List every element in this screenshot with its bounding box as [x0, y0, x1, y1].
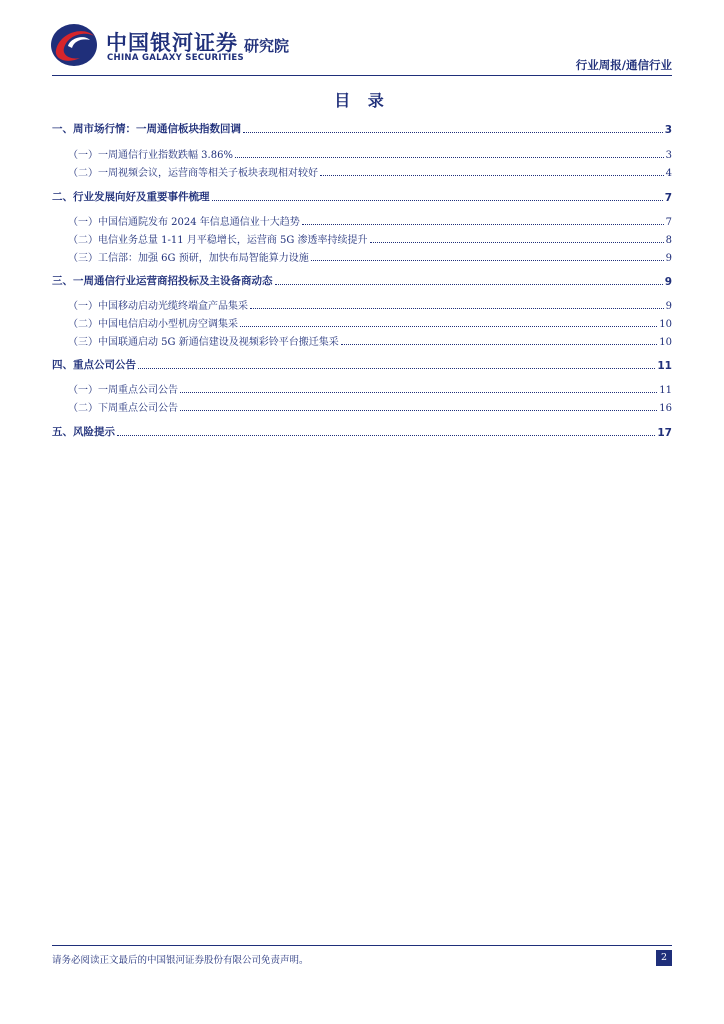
toc-leader-dots — [212, 199, 663, 201]
toc-entry-page: 10 — [659, 319, 672, 330]
toc-entry-text: 二、行业发展向好及重要事件梳理 — [52, 191, 210, 203]
toc-entry-page: 10 — [659, 337, 672, 348]
page-header — [0, 0, 724, 78]
toc-entry-page: 9 — [665, 301, 672, 312]
header-divider — [52, 75, 672, 76]
toc-leader-dots — [370, 241, 664, 243]
toc-entry[interactable] — [52, 118, 672, 136]
toc-entry-text: （一）一周通信行业指数跌幅 3.86% — [68, 150, 233, 161]
brand-name-cn: 中国银河证券 — [106, 31, 238, 55]
toc-entry-text: （三）工信部：加强 6G 预研，加快布局智能算力设施 — [68, 253, 309, 264]
toc-leader-dots — [240, 325, 657, 327]
toc-title: 目 录 — [334, 91, 390, 110]
toc-leader-dots — [320, 174, 664, 176]
toc-entry-page: 7 — [665, 217, 672, 228]
toc-leader-dots — [138, 367, 655, 369]
institute-label: 研究院 — [244, 37, 290, 55]
toc-entry-page: 4 — [665, 168, 672, 179]
page-number: 2 — [656, 950, 672, 966]
toc-leader-dots — [180, 391, 657, 393]
toc-entry[interactable] — [52, 186, 672, 204]
toc-entry-text: （二）中国电信启动小型机房空调集采 — [68, 319, 238, 330]
toc-leader-dots — [275, 283, 663, 285]
toc-entry-page: 9 — [665, 253, 672, 264]
toc-entry-text: （二）电信业务总量 1-11 月平稳增长，运营商 5G 渗透率持续提升 — [68, 235, 368, 246]
toc-entry-page: 17 — [657, 427, 672, 439]
footer-disclaimer: 请务必阅读正文最后的中国银河证券股份有限公司免责声明。 — [52, 955, 309, 966]
toc-entry-text: （一）一周重点公司公告 — [68, 385, 178, 396]
toc-entry-text: 一、周市场行情：一周通信板块指数回调 — [52, 123, 241, 135]
toc-leader-dots — [117, 434, 655, 436]
toc-entry-page: 11 — [657, 360, 672, 372]
toc-entry[interactable] — [52, 294, 672, 312]
toc-entry-text: 四、重点公司公告 — [52, 359, 136, 371]
toc-entry[interactable] — [52, 143, 672, 161]
toc-entry-text: （一）中国信通院发布 2024 年信息通信业十大趋势 — [68, 217, 300, 228]
toc-entry-text: （二）一周视频会议，运营商等相关子板块表现相对较好 — [68, 168, 318, 179]
toc-entry[interactable] — [52, 312, 672, 330]
toc-entry[interactable] — [52, 228, 672, 246]
toc-leader-dots — [180, 409, 657, 411]
toc-entry[interactable] — [52, 354, 672, 372]
toc-leader-dots — [250, 307, 664, 309]
toc-leader-dots — [243, 131, 663, 133]
toc-entry[interactable] — [52, 270, 672, 288]
toc-entry-text: （三）中国联通启动 5G 新通信建设及视频彩铃平台搬迁集采 — [68, 337, 339, 348]
toc-entry[interactable] — [52, 246, 672, 264]
toc-leader-dots — [302, 223, 664, 225]
toc-entry[interactable] — [52, 378, 672, 396]
toc-entry-text: （一）中国移动启动光缆终端盒产品集采 — [68, 301, 248, 312]
toc-entry[interactable] — [52, 421, 672, 439]
toc-entry[interactable] — [52, 210, 672, 228]
toc-entry-page: 16 — [659, 403, 672, 414]
toc-leader-dots — [341, 343, 658, 345]
footer-divider — [52, 945, 672, 946]
toc-entry[interactable] — [52, 330, 672, 348]
report-type: 行业周报/通信行业 — [575, 58, 672, 72]
toc-entry-text: 五、风险提示 — [52, 426, 115, 438]
toc-leader-dots — [311, 259, 664, 261]
toc-leader-dots — [235, 156, 664, 158]
toc-entry-page: 11 — [659, 385, 672, 396]
toc-entry-text: 三、一周通信行业运营商招投标及主设备商动态 — [52, 275, 273, 287]
toc-entry-page: 9 — [664, 276, 672, 288]
toc-entry-text: （二）下周重点公司公告 — [68, 403, 178, 414]
toc-entry-page: 3 — [665, 150, 672, 161]
galaxy-logo-icon — [50, 22, 98, 68]
brand-name-en: CHINA GALAXY SECURITIES — [107, 53, 244, 63]
toc-entry-page: 8 — [665, 235, 672, 246]
toc-entry[interactable] — [52, 161, 672, 179]
toc-entry-page: 7 — [664, 192, 672, 204]
toc-entry-page: 3 — [664, 124, 672, 136]
toc-entry[interactable] — [52, 396, 672, 414]
